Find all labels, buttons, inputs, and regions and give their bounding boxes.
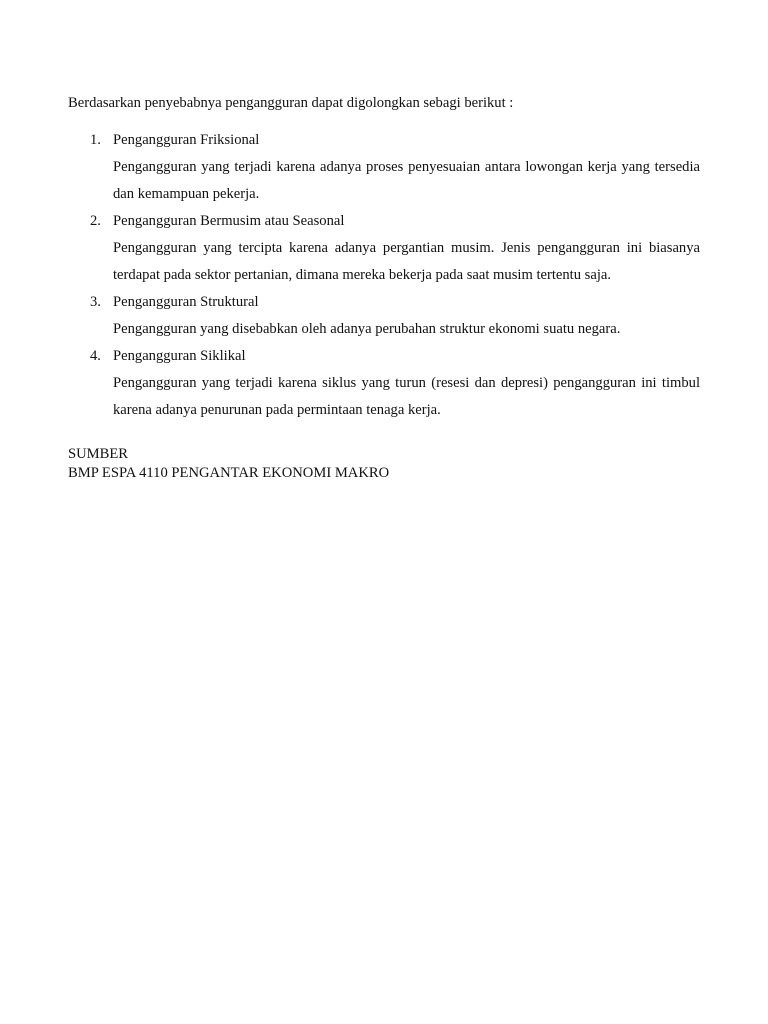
list-item	[68, 127, 700, 208]
source-label: SUMBER	[68, 446, 129, 462]
list-item-number: 1.	[90, 132, 101, 148]
classification-list	[68, 127, 700, 424]
list-item-description: Pengangguran yang terjadi karena siklus yang turun (resesi dan depresi) pengangguran ini timbul karena adanya penurunan pada permintaan tenaga kerja.	[113, 375, 700, 418]
intro-paragraph: Berdasarkan penyebabnya pengangguran dapat digolongkan sebagi berikut :	[68, 95, 514, 111]
list-item-number: 4.	[90, 348, 101, 364]
list-item	[68, 289, 700, 343]
source-reference: BMP ESPA 4110 PENGANTAR EKONOMI MAKRO	[68, 465, 390, 481]
list-item-title: Pengangguran Bermusim atau Seasonal	[113, 213, 345, 229]
source-section	[68, 445, 708, 483]
list-item-title: Pengangguran Struktural	[113, 294, 259, 310]
list-item-description: Pengangguran yang tercipta karena adanya pergantian musim. Jenis pengangguran ini biasanya terdapat pada sektor pertanian, dimana mereka bekerja pada saat musim tertentu saja.	[113, 240, 700, 283]
list-item	[68, 208, 700, 289]
list-item-title: Pengangguran Siklikal	[113, 348, 246, 364]
list-item-title: Pengangguran Friksional	[113, 132, 260, 148]
list-item	[68, 343, 700, 424]
list-item-number: 3.	[90, 294, 101, 310]
list-item-description: Pengangguran yang terjadi karena adanya proses penyesuaian antara lowongan kerja yang tersedia dan kemampuan pekerja.	[113, 159, 700, 202]
list-item-number: 2.	[90, 213, 101, 229]
list-item-description: Pengangguran yang disebabkan oleh adanya perubahan struktur ekonomi suatu negara.	[113, 321, 621, 337]
